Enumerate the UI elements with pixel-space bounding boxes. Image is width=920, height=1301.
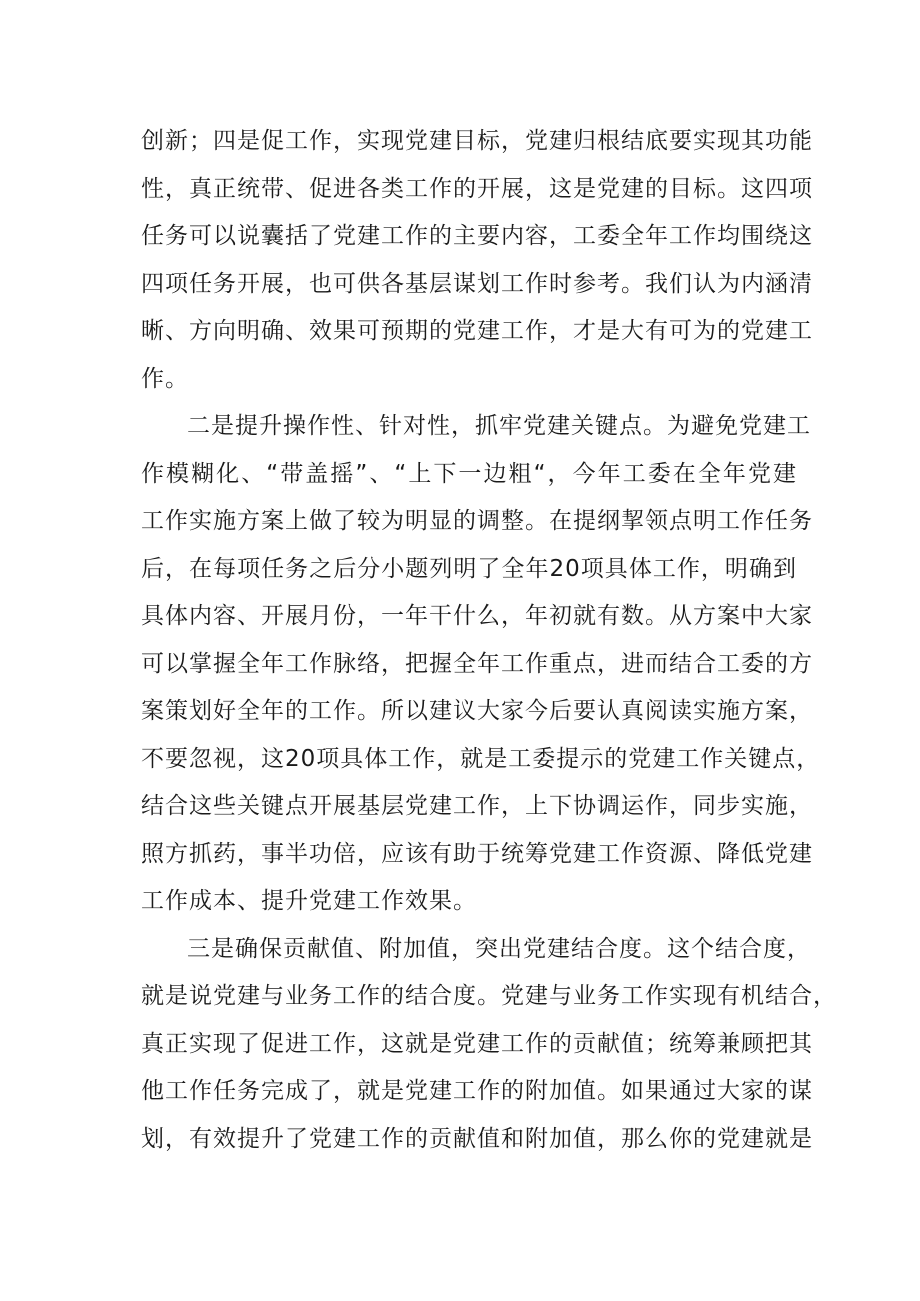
paragraph-3: [141, 926, 837, 1164]
text-line: 作。: [141, 365, 189, 392]
text-line: 划，有效提升了党建工作的贡献值和附加值，那么你的党建就是: [141, 1125, 813, 1152]
text-line: 三是确保贡献值、附加值，突出党建结合度。这个结合度，: [187, 935, 811, 962]
text-line: 不要忽视，这20项具体工作，就是工委提示的党建工作关键点，: [141, 745, 821, 772]
text-line: 工作实施方案上做了较为明显的调整。在提纲挈领点明工作任务: [141, 508, 813, 534]
text-line: 具体内容、开展月份，一年干什么，年初就有数。从方案中大家: [141, 603, 813, 629]
text-line: 性，真正统带、促进各类工作的开展，这是党建的目标。这四项: [141, 175, 813, 202]
text-line: 后，在每项任务之后分小题列明了全年20项具体工作，明确到: [141, 555, 797, 582]
text-line: 可以掌握全年工作脉络，把握全年工作重点，进而结合工委的方: [141, 650, 813, 677]
text-line: 案策划好全年的工作。所以建议大家今后要认真阅读实施方案，: [141, 698, 813, 724]
text-line: 真正实现了促进工作，这就是党建工作的贡献值；统筹兼顾把其: [141, 1030, 813, 1057]
body-text: [141, 118, 837, 1163]
text-line: 作模糊化、“带盖摇”、“上下一边粗“，今年工委在全年党建: [141, 460, 797, 487]
paragraph-2: [141, 403, 821, 926]
text-line: 晰、方向明确、效果可预期的党建工作，才是大有可为的党建工: [141, 318, 813, 344]
text-line: 结合这些关键点开展基层党建工作，上下协调运作，同步实施，: [141, 793, 813, 819]
text-line: 任务可以说囊括了党建工作的主要内容，工委全年工作均围绕这: [141, 223, 813, 249]
text-line: 创新；四是促工作，实现党建目标，党建归根结底要实现其功能: [141, 128, 813, 154]
text-line: 他工作任务完成了，就是党建工作的附加值。如果通过大家的谋: [141, 1078, 813, 1104]
text-line: 照方抓药，事半功倍，应该有助于统筹党建工作资源、降低党建: [141, 840, 813, 867]
text-line: 就是说党建与业务工作的结合度。党建与业务工作实现有机结合，: [141, 983, 837, 1009]
text-line: 工作成本、提升党建工作效果。: [141, 888, 477, 914]
paragraph-1: [141, 118, 813, 403]
text-line: 二是提升操作性、针对性，抓牢党建关键点。为避免党建工: [187, 413, 811, 439]
text-line: 四项任务开展，也可供各基层谋划工作时参考。我们认为内涵清: [141, 270, 813, 297]
